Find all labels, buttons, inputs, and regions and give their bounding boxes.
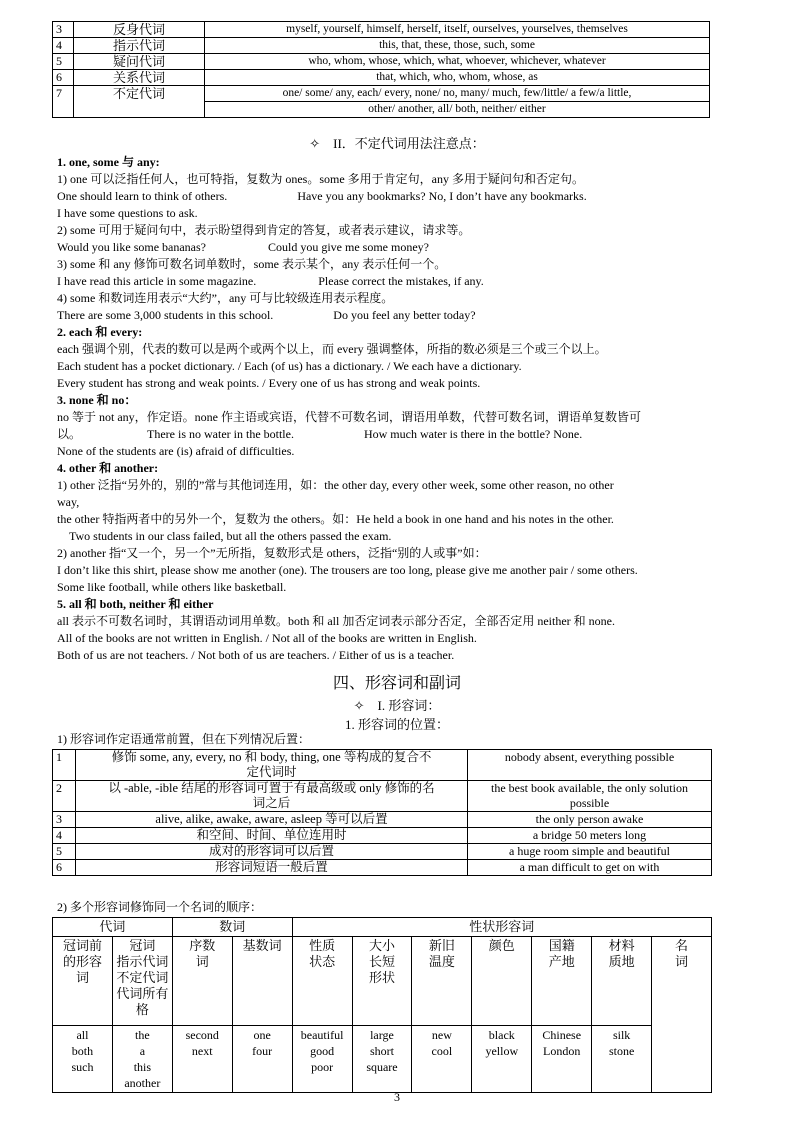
text-line: [57, 477, 747, 494]
line-text: One should learn to think of others.: [57, 189, 228, 203]
table-row: [53, 750, 712, 781]
line-text: 4) some 和数词连用表示“大约”，any 可与比较级连用表示程度。: [57, 291, 394, 305]
example-line: a bridge 50 meters long: [532, 828, 647, 842]
rule-line: 以 -able, -ible 结尾的形容词可置于有最高级或 only 修饰的名: [108, 781, 435, 795]
column-header: [412, 937, 472, 1026]
line-text: 4. other 和 another:: [57, 461, 159, 475]
group-header: 数词: [172, 918, 292, 937]
text-line: [57, 630, 747, 647]
header-line: 性质: [309, 938, 336, 953]
pronoun-words: that, which, who, whom, whose, as: [205, 70, 710, 86]
text-line: [57, 205, 747, 222]
header-line: 名: [675, 938, 689, 953]
example-sentence: Please correct the mistakes, if any.: [318, 274, 484, 288]
row-number: 6: [53, 860, 76, 876]
line-text: I have some questions to ask.: [57, 206, 198, 220]
header-line: 质地: [608, 954, 635, 969]
row-number: 7: [53, 86, 74, 118]
row-number: 1: [53, 750, 76, 781]
example-cell: [412, 1026, 472, 1093]
example-word: the: [135, 1028, 150, 1042]
text-line: [57, 358, 747, 375]
line-text: each 强调个别，代表的数可以是两个或两个以上，而 every 强调整体，所指的数必须是三个或三个以上。: [57, 342, 607, 356]
pronoun-words: this, that, these, those, such, some: [205, 38, 710, 54]
column-header: [292, 937, 352, 1026]
column-header: [53, 937, 113, 1026]
text-line: [57, 562, 747, 579]
line-text: All of the books are not written in English. / Not all of the books are written in English.: [57, 631, 477, 645]
subheading: [57, 596, 747, 613]
example-word: Chinese: [542, 1028, 582, 1042]
position-example: [468, 812, 712, 828]
example-line: the only person awake: [535, 812, 644, 826]
example-line: possible: [569, 796, 610, 810]
pronoun-table: [52, 21, 710, 118]
subheading: [57, 460, 747, 477]
example-word: a: [139, 1044, 146, 1058]
rule-line: 形容词短语一般后置: [215, 860, 328, 874]
column-header: [172, 937, 232, 1026]
line-text: Each student has a pocket dictionary. / Each (of us) has a dictionary. / We each have a dictionary.: [57, 359, 522, 373]
header-line: 词: [195, 954, 209, 969]
line-text: I have read this article in some magazine.: [57, 274, 257, 288]
example-word: cool: [431, 1044, 453, 1058]
line-text: Every student has strong and weak points. / Every one of us has strong and weak points.: [57, 376, 481, 390]
line-text: Both of us are not teachers. / Not both of us are teachers. / Either of us is a teacher.: [57, 648, 455, 662]
header-line: 的形容: [62, 954, 102, 969]
table-row: [53, 70, 710, 86]
row-number: 5: [53, 844, 76, 860]
example-word: beautiful: [300, 1028, 344, 1042]
column-header: [532, 937, 592, 1026]
column-header: [352, 937, 412, 1026]
text-line: [57, 171, 747, 188]
line-text: Some like football, while others like basketball.: [57, 580, 287, 594]
example-cell: [292, 1026, 352, 1093]
example-word: both: [71, 1044, 94, 1058]
header-line: 产地: [548, 954, 575, 969]
section-iv-title: 四、形容词和副词: [332, 675, 461, 692]
column-header: [652, 937, 712, 1093]
position-rule: [76, 750, 468, 781]
example-word: good: [310, 1044, 335, 1058]
line-text: Would you like some bananas?: [57, 240, 206, 254]
column-header: [232, 937, 292, 1026]
header-line: 温度: [428, 954, 455, 969]
example-sentence: There is no water in the bottle.: [147, 427, 294, 441]
header-line: 冠词: [129, 938, 156, 953]
examples-row: [53, 1026, 712, 1093]
pronoun-category: 不定代词: [74, 86, 205, 118]
position-example: [468, 750, 712, 781]
note-adjective-order: 2) 多个形容词修饰同一个名词的顺序：: [57, 900, 262, 914]
position-example: [468, 860, 712, 876]
example-cell: [112, 1026, 172, 1093]
example-word: another: [124, 1076, 161, 1090]
example-sentence: Could you give me some money?: [268, 240, 429, 254]
row-number: 4: [53, 38, 74, 54]
example-word: next: [191, 1044, 213, 1058]
rule-line: 成对的形容词可以后置: [208, 844, 334, 858]
example-word: square: [366, 1060, 398, 1074]
row-number: 4: [53, 828, 76, 844]
adjective-position-subtitle: 1. 形容词的位置：: [344, 717, 449, 732]
text-line: [57, 375, 747, 392]
line-text: Two students in our class failed, but all the others passed the exam.: [57, 529, 392, 543]
example-cell: [592, 1026, 652, 1093]
text-line: [57, 443, 747, 460]
column-header-row: [53, 937, 712, 1026]
example-word: short: [369, 1044, 394, 1058]
text-line: [57, 188, 747, 205]
line-text: None of the students are (is) afraid of difficulties.: [57, 444, 295, 458]
example-word: poor: [311, 1060, 334, 1074]
header-line: 冠词前: [62, 938, 102, 953]
column-header: [592, 937, 652, 1026]
position-rule: [76, 828, 468, 844]
example-cell: [472, 1026, 532, 1093]
line-text: 2) another 指“又一个，另一个”无所指，复数形式是 others，泛指“别的人或事”如：: [57, 546, 487, 560]
line-text: 3) some 和 any 修饰可数名词单数时，some 表示某个，any 表示任何一个。: [57, 257, 447, 271]
example-cell: [532, 1026, 592, 1093]
text-line: [57, 290, 747, 307]
example-word: large: [370, 1028, 394, 1042]
header-line: 词: [675, 954, 689, 969]
text-line: [57, 222, 747, 239]
pronoun-words: who, whom, whose, which, what, whoever, whichever, whatever: [205, 54, 710, 70]
header-line: 不定代词: [116, 970, 169, 985]
example-word: this: [133, 1060, 152, 1074]
example-sentence: Do you feel any better today?: [333, 308, 476, 322]
header-line: 新旧: [428, 938, 455, 953]
example-line: a man difficult to get on with: [519, 860, 660, 874]
example-sentence: How much water is there in the bottle? None.: [363, 427, 583, 441]
header-line: 指示代词: [116, 954, 169, 969]
subheading: [57, 392, 747, 409]
line-text: 以。: [57, 427, 82, 441]
text-line: [57, 239, 747, 256]
pronoun-words: myself, yourself, himself, herself, itself, ourselves, yourselves, themselves: [205, 22, 710, 38]
text-line: [57, 579, 747, 596]
pronoun-words: one/ some/ any, each/ every, none/ no, many/ much, few/little/ a few/a little,: [205, 86, 710, 102]
header-line: 材料: [608, 938, 635, 953]
header-line: 代词所有格: [116, 986, 169, 1017]
row-number: 3: [53, 22, 74, 38]
adjective-order-table: [52, 917, 712, 1093]
position-rule: [76, 860, 468, 876]
group-header: 代词: [53, 918, 173, 937]
line-text: 5. all 和 both, neither 和 either: [57, 597, 214, 611]
line-text: no 等于 not any，作定语。none 作主语或宾语，代替不可数名词，谓语用单数，代替可数名词，谓语单复数皆可: [57, 410, 641, 424]
example-line: nobody absent, everything possible: [504, 750, 675, 764]
row-number: 2: [53, 781, 76, 812]
text-line: [57, 256, 747, 273]
line-text: 1. one, some 与 any:: [57, 155, 160, 169]
example-sentence: Have you any bookmarks? No, I don’t have any bookmarks.: [297, 189, 587, 203]
example-word: black: [488, 1028, 515, 1042]
table-row: [53, 22, 710, 38]
group-header: 性状形容词: [292, 918, 711, 937]
example-word: silk: [612, 1028, 631, 1042]
rule-line: 定代词时: [246, 765, 297, 779]
text-line: [57, 494, 747, 511]
line-text: 2) some 可用于疑问句中，表示盼望得到肯定的答复，或者表示建议，请求等。: [57, 223, 471, 237]
text-line: [57, 307, 747, 324]
line-text: There are some 3,000 students in this school.: [57, 308, 274, 322]
pronoun-category: 关系代词: [74, 70, 205, 86]
example-line: a huge room simple and beautiful: [509, 844, 670, 858]
line-text: I don’t like this shirt, please show me another (one). The trousers are too long, please give me another pair / some others.: [57, 563, 638, 577]
header-line: 形状: [368, 970, 395, 985]
example-word: new: [431, 1028, 452, 1042]
line-text: 1) other 泛指“另外的，别的”常与其他词连用，如：the other day, every other week, some other reason, no other: [57, 478, 614, 492]
example-cell: [172, 1026, 232, 1093]
header-line: 基数词: [242, 938, 282, 953]
line-text: 3. none 和 no：: [57, 393, 137, 407]
line-text: the other 特指两者中的另外一个，复数为 the others。如：He held a book in one hand and his notes in the other.: [57, 512, 614, 526]
header-line: 国籍: [548, 938, 575, 953]
text-line: [57, 545, 747, 562]
subheading: [57, 154, 747, 171]
text-line: [57, 511, 747, 528]
table-row: [53, 86, 710, 102]
example-word: one: [253, 1028, 271, 1042]
text-line: [57, 528, 747, 545]
example-line: the best book available, the only solution: [491, 781, 688, 795]
row-number: 5: [53, 54, 74, 70]
example-word: stone: [608, 1044, 635, 1058]
header-line: 序数: [189, 938, 216, 953]
line-text: way,: [57, 495, 80, 509]
example-cell: [53, 1026, 113, 1093]
column-header: [112, 937, 172, 1026]
example-word: four: [252, 1044, 273, 1058]
row-number: 6: [53, 70, 74, 86]
column-header: [472, 937, 532, 1026]
position-example: [468, 781, 712, 812]
pronoun-words: other/ another, all/ both, neither/ either: [205, 102, 710, 118]
line-text: 2. each 和 every:: [57, 325, 143, 339]
header-line: 词: [75, 970, 89, 985]
header-line: 颜色: [488, 938, 515, 953]
table-row: [53, 844, 712, 860]
position-rule: [76, 781, 468, 812]
text-line: [57, 409, 747, 426]
page-number: 3: [394, 1090, 400, 1104]
text-line: [57, 273, 747, 290]
table-row: [53, 38, 710, 54]
example-cell: [352, 1026, 412, 1093]
text-line: [57, 613, 747, 630]
text-line: [57, 647, 747, 664]
pronoun-category: 反身代词: [74, 22, 205, 38]
example-word: second: [185, 1028, 219, 1042]
line-text: all 表示不可数名词时，其谓语动词用单数。both 和 all 加否定词表示部分否定，全部否定用 neither 和 none.: [57, 614, 615, 628]
table-row: [53, 828, 712, 844]
line-text: 1) one 可以泛指任何人，也可特指，复数为 ones。some 多用于肯定句，any 多用于疑问句和否定句。: [57, 172, 584, 186]
text-line: [57, 341, 747, 358]
position-example: [468, 844, 712, 860]
position-rule: [76, 844, 468, 860]
rule-line: 词之后: [252, 796, 291, 810]
position-example: [468, 828, 712, 844]
pronoun-category: 疑问代词: [74, 54, 205, 70]
header-line: 状态: [309, 954, 336, 969]
adjective-position-table: [52, 749, 712, 876]
example-word: London: [543, 1044, 581, 1058]
subheading: [57, 324, 747, 341]
table-row: [53, 54, 710, 70]
rule-line: 修饰 some, any, every, no 和 body, thing, one 等构成的复合不: [111, 750, 432, 764]
pronoun-category: 指示代词: [74, 38, 205, 54]
section-ii-title: ✧ II．不定代词用法注意点：: [309, 136, 485, 151]
example-word: all: [76, 1028, 89, 1042]
position-rule: [76, 812, 468, 828]
example-word: yellow: [485, 1044, 519, 1058]
text-line: [57, 426, 747, 443]
header-line: 长短: [368, 954, 395, 969]
row-number: 3: [53, 812, 76, 828]
example-word: such: [71, 1060, 94, 1074]
adjective-subtitle: ✧ I. 形容词：: [353, 698, 441, 713]
rule-line: 和空间、时间、单位连用时: [196, 828, 347, 842]
group-header-row: [53, 918, 712, 937]
rule-line: alive, alike, awake, aware, asleep 等可以后置: [155, 812, 388, 826]
table-row: [53, 812, 712, 828]
table-row: [53, 781, 712, 812]
note-postposition: 1) 形容词作定语通常前置，但在下列情况后置：: [57, 732, 310, 746]
table-row: [53, 860, 712, 876]
example-cell: [232, 1026, 292, 1093]
header-line: 大小: [368, 938, 395, 953]
